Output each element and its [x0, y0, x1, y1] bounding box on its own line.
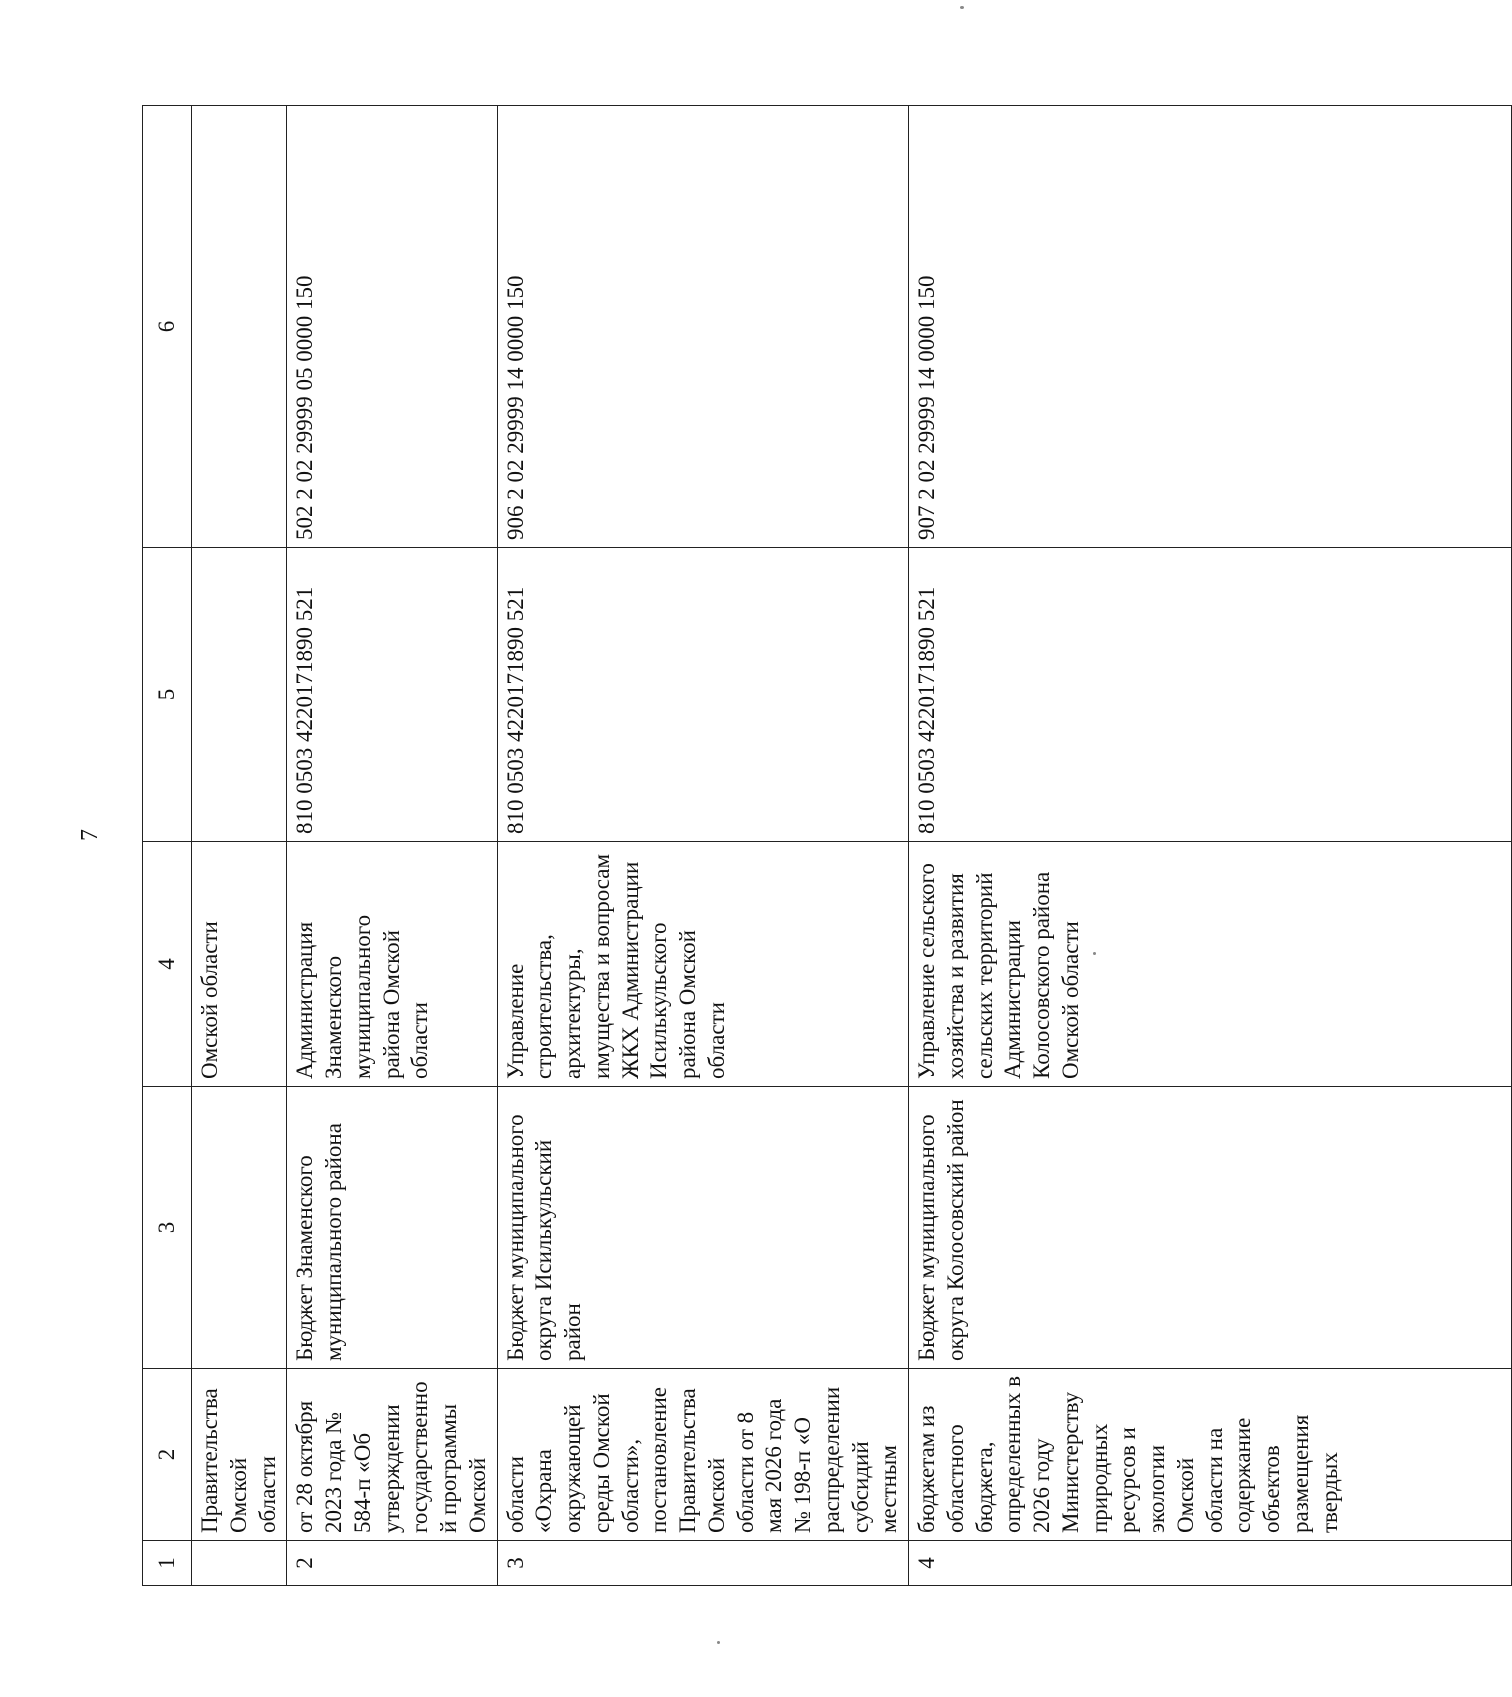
expense-code-cell: 810 0503 4220171890 521 — [497, 548, 909, 842]
header-cell-1: 1 — [143, 1541, 192, 1586]
header-cell-2: 2 — [143, 1369, 192, 1541]
document-cell: Правительства Омской области — [192, 1369, 287, 1541]
revenue-code-cell: 906 2 02 29999 14 0000 150 — [497, 106, 909, 548]
row-number — [192, 1541, 287, 1586]
header-cell-3: 3 — [143, 1087, 192, 1369]
scan-speck — [1093, 952, 1096, 955]
page-number: 7 — [77, 829, 103, 841]
revenue-code-cell — [192, 106, 287, 548]
administrator-cell: Омской области — [192, 842, 287, 1087]
expense-code-cell: 810 0503 4220171890 521 — [909, 548, 1512, 842]
revenue-code-cell: 907 2 02 29999 14 0000 150 — [909, 106, 1512, 548]
budget-cell — [192, 1087, 287, 1369]
document-cell: области «Охрана окружающей среды Омской области», постановление Правительства Омской области от 8 мая 2026 года № 198-п «О распределении субсидий местным — [497, 1369, 909, 1541]
allocation-table — [142, 105, 1512, 1586]
revenue-code-cell: 502 2 02 29999 05 0000 150 — [287, 106, 497, 548]
table-header-row — [143, 106, 192, 1586]
table-row — [192, 106, 287, 1586]
scan-speck — [717, 1641, 720, 1644]
administrator-cell: Управление сельского хозяйства и развития сельских территорий Администрации Колосовского района Омской области — [909, 842, 1512, 1087]
document-cell: бюджетам из областного бюджета, определенных в 2026 году Министерству природных ресурсов и экологии Омской области на содержание объектов размещения твердых — [909, 1369, 1512, 1541]
document-cell: от 28 октября 2023 года № 584-п «Об утверждении государственной программы Омской — [287, 1369, 497, 1541]
row-number: 4 — [909, 1541, 1512, 1586]
administrator-cell: Администрация Знаменского муниципального района Омской области — [287, 842, 497, 1087]
table-row — [909, 106, 1512, 1586]
rotated-table-wrapper — [142, 106, 1342, 1586]
header-cell-6: 6 — [143, 106, 192, 548]
table-row — [497, 106, 909, 1586]
expense-code-cell — [192, 548, 287, 842]
header-cell-4: 4 — [143, 842, 192, 1087]
administrator-cell: Управление строительства, архитектуры, имущества и вопросам ЖКХ Администрации Исилькульского района Омской области — [497, 842, 909, 1087]
header-cell-5: 5 — [143, 548, 192, 842]
budget-cell: Бюджет муниципального округа Исилькульский район — [497, 1087, 909, 1369]
row-number: 2 — [287, 1541, 497, 1586]
row-number: 3 — [497, 1541, 909, 1586]
table-row — [287, 106, 497, 1586]
budget-cell: Бюджет муниципального округа Колосовский район — [909, 1087, 1512, 1369]
scan-speck — [960, 6, 964, 9]
expense-code-cell: 810 0503 4220171890 521 — [287, 548, 497, 842]
budget-cell: Бюджет Знаменского муниципального района — [287, 1087, 497, 1369]
